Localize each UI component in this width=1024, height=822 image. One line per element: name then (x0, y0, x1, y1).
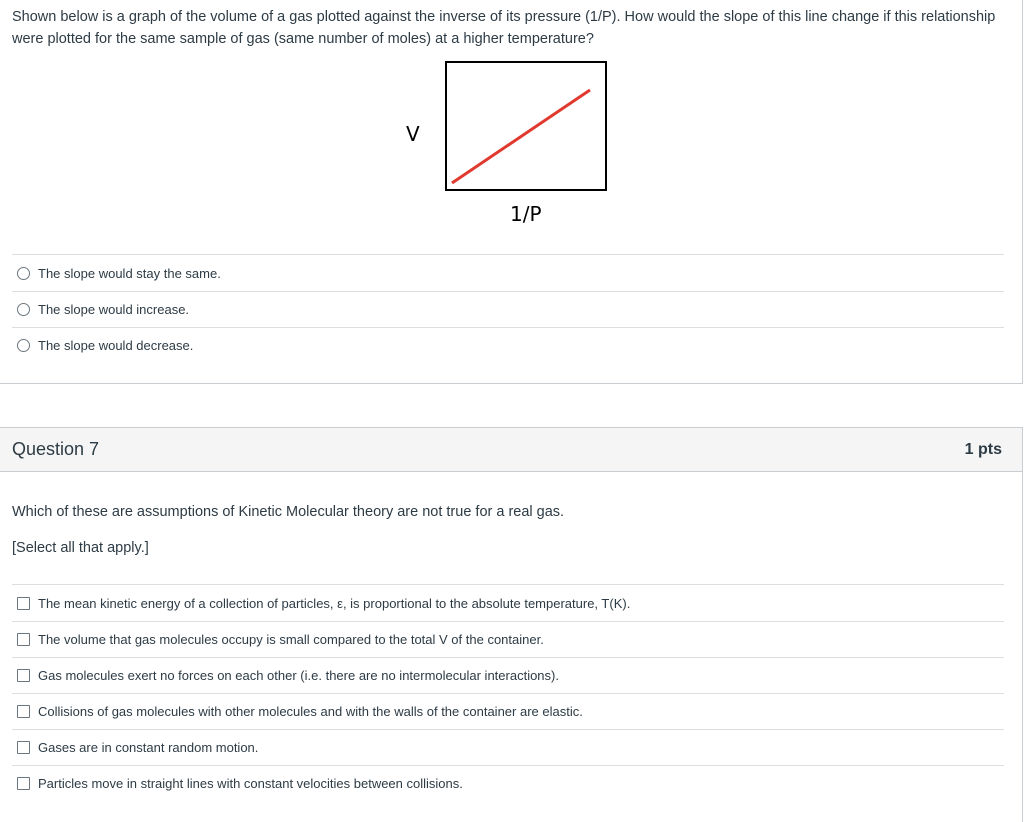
answer-label: Collisions of gas molecules with other molecules and with the walls of the container are elastic. (38, 704, 583, 719)
answer-option[interactable] (12, 765, 1004, 801)
checkbox[interactable] (17, 597, 30, 610)
volume-vs-inverse-pressure-graph (445, 61, 607, 191)
question-title: Question 7 (12, 439, 100, 459)
answer-option[interactable] (12, 584, 1004, 621)
answer-option[interactable] (12, 729, 1004, 765)
question-6-panel (0, 0, 1023, 384)
answer-label: The slope would increase. (38, 302, 190, 317)
answer-label: The slope would decrease. (38, 338, 194, 353)
answer-option[interactable] (12, 291, 1004, 327)
question-6-text: Shown below is a graph of the volume of a gas plotted against the inverse of its pressure (1/P). How would the slope of this line change if this relationship were plotted for the same sample of gas (same number of moles) at a higher temperature? (12, 9, 996, 47)
question-7-header (0, 427, 1023, 472)
answer-option[interactable] (12, 327, 1004, 363)
checkbox[interactable] (17, 741, 30, 754)
checkbox[interactable] (17, 669, 30, 682)
graph-x-axis-label: 1/P (510, 202, 542, 226)
question-points: 1 pts (964, 440, 1002, 458)
graph-y-axis-label: V (406, 122, 420, 146)
question-6-answers (12, 254, 1004, 363)
answer-label: Gases are in constant random motion. (38, 740, 259, 755)
radio-button[interactable] (17, 303, 30, 316)
checkbox[interactable] (17, 633, 30, 646)
answer-option[interactable] (12, 657, 1004, 693)
checkbox[interactable] (17, 777, 30, 790)
answer-label: Gas molecules exert no forces on each other (i.e. there are no intermolecular interactions). (38, 668, 559, 683)
answer-label: Particles move in straight lines with constant velocities between collisions. (38, 776, 463, 791)
answer-option[interactable] (12, 693, 1004, 729)
answer-option[interactable] (12, 621, 1004, 657)
question-7-text: Which of these are assumptions of Kinetic Molecular theory are not true for a real gas. (12, 504, 565, 520)
question-7-answers (12, 584, 1004, 801)
radio-button[interactable] (17, 339, 30, 352)
answer-label: The mean kinetic energy of a collection of particles, ε, is proportional to the absolute temperature, T(K). (38, 595, 631, 611)
radio-button[interactable] (17, 267, 30, 280)
answer-option[interactable] (12, 254, 1004, 291)
checkbox[interactable] (17, 705, 30, 718)
answer-label: The volume that gas molecules occupy is small compared to the total V of the container. (38, 632, 544, 647)
question-7-instruction: [Select all that apply.] (12, 540, 149, 556)
answer-label: The slope would stay the same. (38, 265, 221, 281)
